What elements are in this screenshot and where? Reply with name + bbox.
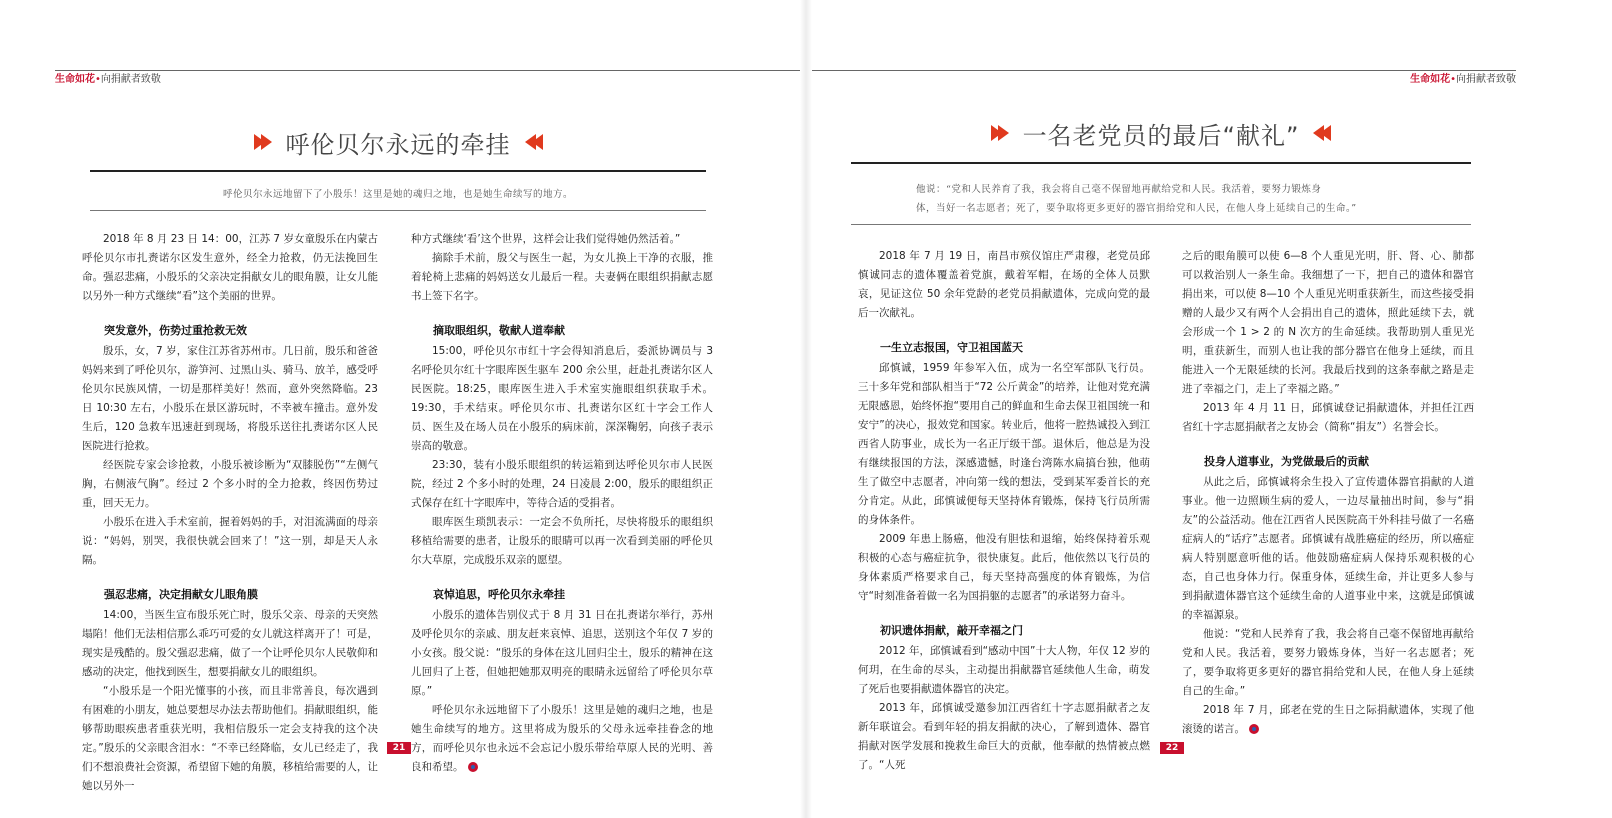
header-subtitle: 向捐献者致敬 — [100, 74, 161, 85]
page-number: 22 — [1160, 742, 1184, 754]
paragraph: 2013 年 4 月 11 日，邱慎诚登记捐献遗体，并担任江西省红十字志愿捐献者之友协会（简称“捐友”）名誉会长。 — [1182, 402, 1474, 433]
paragraph — [1182, 701, 1474, 739]
article-column-2 — [411, 230, 713, 777]
page-number: 21 — [387, 742, 411, 754]
header-brand: 生命如花 — [55, 74, 95, 85]
header-brand: 生命如花 — [1410, 74, 1451, 85]
title-arrow-right-icon — [254, 134, 272, 150]
section-heading: 突发意外，伤势过重抢救无效 — [104, 324, 247, 337]
paragraph: 14:00，当医生宣布殷乐死亡时，殷乐父亲、母亲的天突然塌陷！他们无法相信那么乖巧可爱的女儿就这样离开了！可是，现实是残酷的。殷父强忍悲痛，做了一个让呼伦贝尔人民敬仰和感动的决定，他找到医生，想要捐献女儿的眼组织。 — [82, 609, 378, 678]
paragraph: 他说：“党和人民养育了我，我会将自己毫不保留地再献给党和人民。我活着，要努力锻炼身体，当好一名志愿者；死了，要争取将更多更好的器官捐给党和人民，在他人身上延续自己的生命。” — [1182, 628, 1474, 697]
paragraph: 小殷乐的遗体告别仪式于 8 月 31 日在扎赉诺尔举行，苏州及呼伦贝尔的亲戚、朋友赶来哀悼、追思，送别这个年仅 7 岁的小女孩。殷父说：“殷乐的身体在这儿回归尘土，殷乐的精神在这儿回归了上苍，但她把她那双明亮的眼睛永远留给了呼伦贝尔草原。” — [411, 609, 713, 697]
page-gutter — [800, 0, 812, 818]
lede-rule — [851, 224, 1471, 225]
article-title: 呼伦贝尔永远的牵挂 — [285, 130, 511, 159]
article-column-1 — [82, 230, 378, 796]
end-mark-icon — [468, 762, 478, 772]
paragraph: 种方式继续‘看’这个世界，这样会让我们觉得她仍然活着。” — [411, 233, 681, 245]
title-arrow-left-icon — [1313, 125, 1331, 141]
paragraph: 小殷乐在进入手术室前，握着妈妈的手，对泪流满面的母亲说：“妈妈，别哭，我很快就会回来了！”这一别，却是天人永隔。 — [82, 516, 378, 566]
running-header — [55, 73, 161, 87]
paragraph: 经医院专家会诊抢救，小殷乐被诊断为“双膝脱伤”“左侧气胸，右侧液气胸”。经过 2 个多小时的全力抢救，终因伤势过重，回天无力。 — [82, 459, 378, 509]
lede-rule — [90, 210, 706, 211]
paragraph: 23:30，装有小殷乐眼组织的转运箱到达呼伦贝尔市人民医院，经过 2 个多小时的处理，24 日凌晨 2:00，殷乐的眼组织正式保存在红十字眼库中，等待合适的受捐者。 — [411, 459, 713, 509]
paragraph: 2013 年，邱慎诚受邀参加江西省红十字志愿捐献者之友新年联谊会。看到年轻的捐友捐献的决心，了解到遗体、器官捐献对医学发展和挽救生命巨大的贡献，他奉献的热情被点燃了。“人死 — [858, 702, 1150, 771]
title-arrow-left-icon — [525, 134, 543, 150]
lede-line: 体，当好一名志愿者；死了，要争取将更多更好的器官捐给党和人民，在他人身上延续自己的生命。” — [916, 203, 1357, 214]
article-title-row — [851, 118, 1471, 148]
paragraph: 眼库医生琐凯表示：一定会不负所托，尽快将殷乐的眼组织移植给需要的患者，让殷乐的眼睛可以再一次看到美丽的呼伦贝尔大草原，完成殷乐双亲的愿望。 — [411, 516, 713, 566]
section-heading: 哀悼追思，呼伦贝尔永牵挂 — [433, 588, 565, 601]
section-heading: 摘取眼组织，敬献人道奉献 — [433, 324, 565, 337]
title-arrow-right-icon — [991, 125, 1009, 141]
paragraph: 摘除手术前，殷父与医生一起，为女儿换上干净的衣服，推着轮椅上悲痛的妈妈送女儿最后一程。夫妻俩在眼组织捐献志愿书上签下名字。 — [411, 252, 713, 302]
end-mark-icon — [1249, 724, 1259, 734]
paragraph: 15:00，呼伦贝尔市红十字会得知消息后，委派协调员与 3 名呼伦贝尔红十字眼库医生驱车 200 余公里，赶赴扎赉诺尔区人民医院。18:25，眼库医生进入手术室实施眼组织获取手术。19:30，手术结束。呼伦贝尔市、扎赉诺尔区红十字会工作人员、医生及在场人员在小殷乐的病床前，深深鞠躬，向孩子表示崇高的敬意。 — [411, 345, 713, 452]
lede-line: 他说：“党和人民养育了我，我会将自己毫不保留地再献给党和人民。我活着，要努力锻炼身 — [916, 184, 1322, 195]
article-column-1 — [858, 247, 1150, 775]
header-rule — [806, 70, 1516, 71]
header-star: • — [95, 74, 101, 85]
paragraph: 2018 年 8 月 23 日 14：00，江苏 7 岁女童殷乐在内蒙古呼伦贝尔市扎赉诺尔区发生意外，经全力抢救，仍无法挽回生命。强忍悲痛，小殷乐的父亲决定捐献女儿的眼角膜，让女儿能以另外一种方式继续“看”这个美丽的世界。 — [82, 233, 378, 302]
paragraph: “小殷乐是一个阳光懂事的小孩，而且非常善良，每次遇到有困难的小朋友，她总要想尽办法去帮助他们。捐献眼组织，能够帮助眼疾患者重获光明，我相信殷乐一定会支持我的这个决定。”殷乐的父亲眼含泪水：“不幸已经降临，女儿已经走了，我们不想浪费社会资源，希望留下她的角膜，移植给需要的人，让她以另外一 — [82, 685, 378, 792]
paragraph: 邱慎诚，1959 年参军入伍，成为一名空军部队飞行员。三十多年党和部队相当于“72 公斤黄金”的培养，让他对党充满无限感恩，始终怀抱“要用自己的鲜血和生命去保卫祖国统一和安宁”的决心，报效党和国家。转业后，他将一腔热诚投入到江西省人防事业，成长为一名正厅级干部。退休后，他总是为没有继续报国的方法，深感遗憾，时逢台湾陈水扁搞台独，他萌生了做空中志愿者，冲向第一线的想法，受到某军委首长的充分肯定。从此，邱慎诚便每天坚持体育锻炼，保持飞行员所需的身体条件。 — [858, 362, 1150, 526]
article-column-2 — [1182, 247, 1474, 739]
paragraph: 殷乐，女，7 岁，家住江苏省苏州市。几日前，殷乐和爸爸妈妈来到了呼伦贝尔，游笋河、过黑山头、骑马、放羊，感受呼伦贝尔民族风情，一切是那样美好！然而，意外突然降临。23 日 10:30 左右，小殷乐在景区游玩时，不幸被车撞击。意外发生后，120 急救车迅速赶到现场，将殷乐送往扎赉诺尔区人民医院进行抢救。 — [82, 345, 378, 452]
header-subtitle: 向捐献者致敬 — [1456, 74, 1516, 85]
header-star: • — [1450, 74, 1456, 85]
article-title-row — [90, 127, 706, 157]
paragraph-text: 呼伦贝尔永远地留下了小殷乐！这里是她的魂归之地，也是她生命续写的地方。这里将成为殷乐的父母永远牵挂眷念的地方，而呼伦贝尔也永远不会忘记小殷乐带给草原人民的光明、善良和希望。 — [411, 704, 713, 773]
section-heading: 强忍悲痛，决定捐献女儿眼角膜 — [104, 588, 258, 601]
section-heading: 投身人道事业，为党做最后的贡献 — [1204, 455, 1369, 468]
title-rule — [90, 170, 706, 172]
article-lede — [916, 180, 1476, 218]
section-heading: 一生立志报国，守卫祖国蓝天 — [880, 341, 1023, 354]
article-lede: 呼伦贝尔永远地留下了小殷乐！这里是她的魂归之地，也是她生命续写的地方。 — [222, 189, 573, 200]
paragraph: 2012 年，邱慎诚看到“感动中国”十大人物，年仅 12 岁的何玥，在生命的尽头，主动提出捐献器官延续他人生命，萌发了死后也要捐献遗体器官的决定。 — [858, 645, 1150, 695]
paragraph-text: 2018 年 7 月，邱老在党的生日之际捐献遗体，实现了他滚烫的诺言。 — [1182, 704, 1474, 735]
paragraph: 之后的眼角膜可以使 6—8 个人重见光明，肝、肾、心、肺都可以救治别人一条生命。我细想了一下，把自己的遗体和器官捐出来，可以使 8—10 个人重见光明重获新生，而这些接受捐赠的人最少又有两个人会捐出自己的遗体，照此延续下去，就会形成一个 1 > 2 的 N 次方的生命延续。我帮助别人重见光明，重获新生，而别人也让我的部分器官在他身上延续，而且能进入一个无限延续的长河。我最后找到的这条奉献之路是走进了幸福之门，走上了幸福之路。” — [1182, 250, 1474, 395]
article-title: 一名老党员的最后“献礼” — [1022, 121, 1300, 150]
paragraph: 从此之后，邱慎诚将余生投入了宣传遗体器官捐献的人道事业。他一边照顾生病的爱人，一边尽量抽出时间，参与“捐友”的公益活动。他在江西省人民医院高干外科挂号做了一名癌症病人的“话疗”志愿者。邱慎诚有战胜癌症的经历，所以癌症病人特别愿意听他的话。他鼓励癌症病人保持乐观积极的心态，自己也身体力行。保重身体，延续生命，并让更多人参与到捐献遗体器官这个延续生命的人道事业中来，这就是邱慎诚的幸福源泉。 — [1182, 476, 1474, 621]
paragraph: 2018 年 7 月 19 日，南昌市殡仪馆庄严肃穆，老党员邱慎诚同志的遗体覆盖着党旗，戴着军帽，在场的全体人员默哀，见证这位 50 余年党龄的老党员捐献遗体，完成向党的最后一次献礼。 — [858, 250, 1150, 319]
header-rule — [55, 70, 806, 71]
paragraph: 2009 年患上肠癌，他没有胆怯和退缩，始终保持着乐观积极的心态与癌症抗争，很快康复。此后，他依然以飞行员的身体素质严格要求自己，每天坚持高强度的体育锻炼，为信守“时刻准备着做一名为国捐躯的志愿者”的承诺努力奋斗。 — [858, 533, 1150, 602]
right-page — [806, 0, 1612, 818]
section-heading: 初识遗体捐献，敲开幸福之门 — [880, 624, 1023, 637]
paragraph — [411, 701, 713, 777]
title-rule — [851, 162, 1471, 164]
running-header — [1410, 73, 1516, 87]
